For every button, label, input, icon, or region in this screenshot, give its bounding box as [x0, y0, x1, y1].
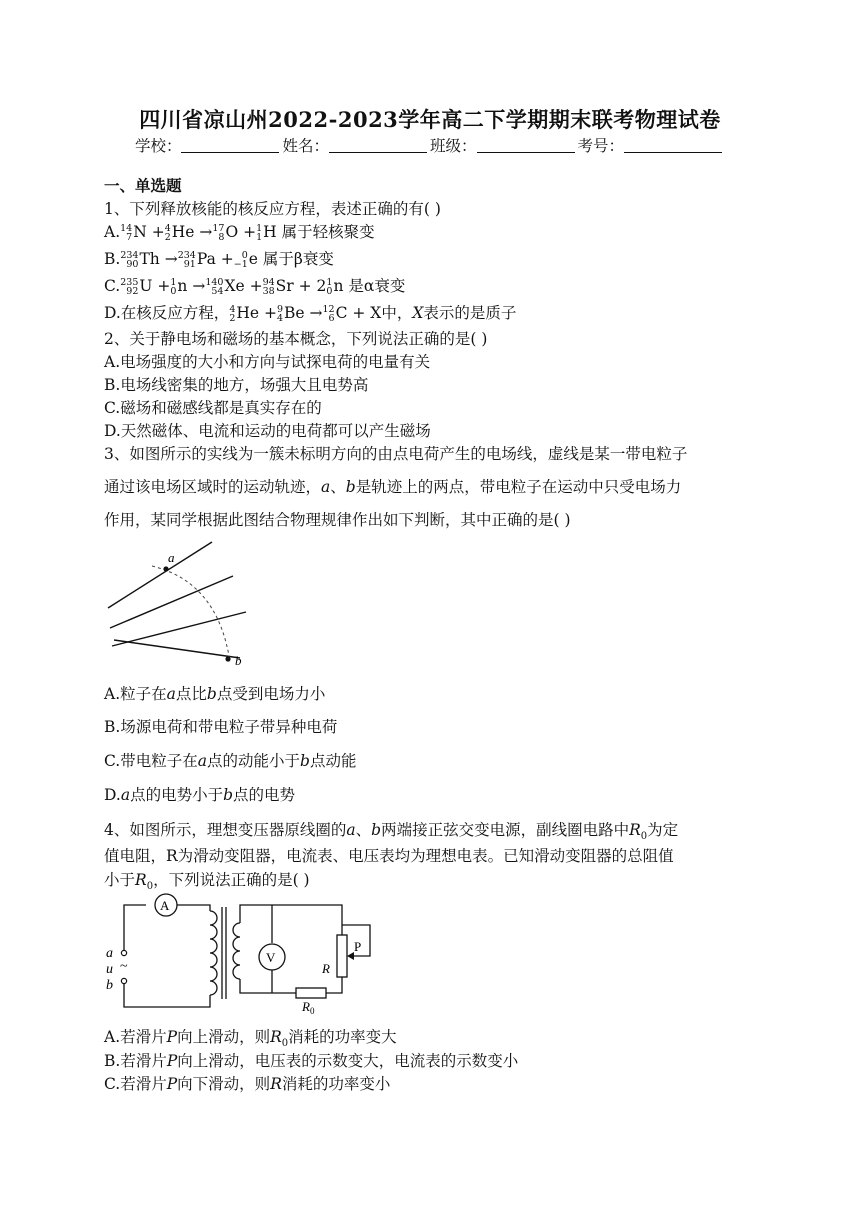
q1-c-prefix: C.	[104, 277, 121, 295]
q1-d-prefix: D.在核反应方程，	[104, 304, 230, 322]
q4-line1-mid: 两端接正弦交变电源，副线圈电路中	[381, 821, 630, 839]
q3-c-pre: C.带电粒子在	[104, 752, 198, 770]
label-a: a	[168, 550, 175, 565]
nuclide-th234: 234 90	[120, 250, 139, 270]
primary-wire-top	[124, 905, 146, 951]
nuclide-n1: 1 0	[170, 277, 177, 297]
q1-stem: 1、下列释放核能的核反应方程，表述正确的有( )	[104, 200, 441, 218]
q3-a-pre: A.粒子在	[104, 685, 167, 703]
rheostat-r	[337, 935, 347, 977]
q4-c-r: R	[270, 1075, 282, 1093]
terminal-b	[121, 978, 126, 983]
q4-b-pre: B.若滑片	[104, 1052, 167, 1070]
ammeter-label: A	[160, 898, 170, 913]
nuclide-h1: 1 1	[256, 223, 263, 243]
q4-line3-r0-sub: 0	[146, 881, 154, 893]
q3-d-post: 点的电势	[233, 786, 296, 804]
q2-option-c: C.磁场和磁感线都是真实存在的	[104, 399, 322, 417]
q3-d-var-b: b	[223, 786, 234, 804]
q4-line1-post: 为定	[647, 821, 679, 839]
q3-a-mid: 点比	[175, 685, 207, 703]
terminal-a-label: a	[106, 946, 113, 961]
q3-c-mid: 点的动能小于	[207, 752, 301, 770]
q3-option-b: B.场源电荷和带电粒子带异种电荷	[104, 718, 338, 736]
q1-d-x: X	[412, 304, 424, 322]
section-heading: 一、单选题	[104, 176, 182, 195]
class-blank	[477, 138, 575, 153]
exam-title: 四川省凉山州2022-2023学年高二下学期期末联考物理试卷	[139, 107, 721, 132]
field-line-4	[114, 640, 240, 658]
school-blank	[181, 138, 279, 153]
point-a	[163, 566, 168, 571]
point-b	[225, 656, 230, 661]
q3-c-var-b: b	[300, 752, 310, 770]
q3-line2-post: 是轨迹上的两点，带电粒子在运动中只受电场力	[355, 478, 682, 496]
resistor-r0	[296, 988, 326, 998]
secondary-wire-top	[240, 905, 342, 935]
q3-var-a: a	[321, 478, 331, 496]
nuclide-n14: 14 7	[120, 223, 133, 243]
q3-stem-line1: 3、如图所示的实线为一簇未标明方向的由点电荷产生的电场线，虚线是某一带电粒子	[104, 445, 688, 463]
q4-var-b: b	[371, 821, 382, 839]
nuclide-u235: 235 92	[120, 277, 139, 297]
q4-c-pre: C.若滑片	[104, 1075, 167, 1093]
q3-option-a	[104, 684, 325, 704]
q4-line3-pre: 小于	[104, 871, 136, 889]
q4-stem-line1	[104, 820, 678, 847]
number-label: 考号：	[577, 137, 625, 155]
q4-a-mid: 向上滑动，则	[177, 1028, 271, 1046]
q4-option-c	[104, 1074, 390, 1094]
nuclide-c12: 12 6	[322, 304, 335, 324]
q3-option-d	[104, 785, 295, 805]
nuclide-pa234: 234 91	[177, 250, 196, 270]
primary-coil	[210, 911, 217, 995]
primary-wire-bottom	[124, 983, 210, 1007]
q3-c-var-a: a	[197, 752, 207, 770]
secondary-wire-bottom	[240, 979, 296, 993]
q2-option-d: D.天然磁体、电流和运动的电荷都可以产生磁场	[104, 422, 431, 440]
q4-c-p: P	[166, 1075, 178, 1093]
ac-tilde: ~	[120, 959, 128, 974]
q3-var-b: b	[345, 478, 356, 496]
q1-a-text: 属于轻核聚变	[281, 223, 375, 241]
q3-sep: 、	[330, 478, 346, 496]
field-lines-figure	[100, 538, 260, 670]
q4-b-post: 向上滑动，电压表的示数变大，电流表的示数变小	[177, 1052, 519, 1070]
terminal-b-label: b	[106, 978, 113, 993]
q4-a-r0: R	[270, 1028, 282, 1046]
q2-option-a: A.电场强度的大小和方向与试探电荷的电量有关	[104, 353, 431, 371]
name-blank	[329, 138, 427, 153]
voltmeter-label: V	[266, 950, 276, 965]
q3-line2-pre: 通过该电场区域时的运动轨迹，	[104, 478, 322, 496]
slider-arrow	[347, 952, 354, 960]
q1-c-text: 是α衰变	[348, 277, 406, 295]
q3-stem-line2	[104, 477, 681, 497]
q4-r0-sub: 0	[640, 831, 648, 843]
name-label: 姓名：	[282, 137, 329, 155]
q3-d-var-a: a	[120, 786, 131, 804]
nuclide-e: 0 −1	[233, 250, 248, 270]
slider-p-label: P	[354, 939, 362, 954]
voltage-u-label: u	[106, 962, 113, 977]
school-label: 学校：	[134, 137, 182, 155]
q1-a-prefix: A.	[104, 223, 121, 241]
q4-a-r0-sub: 0	[281, 1038, 289, 1050]
q1-b-prefix: B.	[104, 250, 121, 268]
nuclide-he4: 4 2	[164, 223, 171, 243]
q1-option-a: A. 14 7 N + 4 2 He → 17 8 O + 1 1 H 属于轻核聚变	[104, 223, 375, 243]
q1-d-mid: 中，	[381, 304, 413, 322]
q1-option-d: D.在核反应方程， 4 2 He + 9 4 Be → 12 6 C + X中，X表示的是质子	[104, 304, 517, 324]
q1-b-text: 属于β衰变	[262, 250, 334, 268]
primary-wire-top-right	[177, 905, 210, 911]
label-b: b	[235, 653, 242, 668]
resistor-r0-label: $R_0$	[302, 999, 315, 1016]
q4-b-p: P	[166, 1052, 178, 1070]
q4-sep: 、	[355, 821, 372, 839]
student-info-line	[0, 134, 860, 156]
nuclide-o17: 17 8	[212, 223, 225, 243]
q1-option-c: C. 235 92 U + 1 0 n → 140 54 Xe + 94 38 Sr + 2 1 0 n 是α衰变	[104, 277, 406, 297]
secondary-coil	[233, 923, 240, 979]
q3-stem-line3: 作用，某同学根据此图结合物理规律作出如下判断，其中正确的是( )	[104, 511, 571, 529]
q3-d-pre: D.	[104, 786, 121, 804]
q2-option-b: B.电场线密集的地方，场强大且电势高	[104, 376, 369, 394]
q4-r0: R	[629, 821, 641, 839]
q1-d-text: 表示的是质子	[423, 304, 517, 322]
nuclide-he4b: 4 2	[229, 304, 236, 324]
q1-option-b: B. 234 90 Th → 234 91 Pa + 0 −1 e 属于β衰变	[104, 250, 334, 270]
q4-line3-r0: R	[135, 871, 147, 889]
transformer-circuit-figure	[100, 893, 390, 1025]
q3-option-c	[104, 751, 356, 771]
q4-line1-pre: 4、如图所示，理想变压器原线圈的	[104, 821, 347, 839]
q4-option-b	[104, 1051, 518, 1071]
q3-c-post: 点动能	[309, 752, 357, 770]
r0-wire	[326, 977, 342, 993]
class-label: 班级：	[430, 137, 477, 155]
q4-a-p: P	[166, 1028, 178, 1046]
q4-var-a: a	[346, 821, 356, 839]
number-blank	[624, 138, 722, 153]
nuclide-xe140: 140 54	[205, 277, 224, 297]
q3-a-post: 点受到电场力小	[216, 685, 326, 703]
q2-stem: 2、关于静电场和磁场的基本概念，下列说法正确的是( )	[104, 330, 488, 348]
q3-a-var-a: a	[166, 685, 176, 703]
q4-c-mid: 向下滑动，则	[177, 1075, 271, 1093]
rheostat-r-label: R	[322, 961, 330, 976]
field-line-1	[108, 542, 212, 608]
q4-line3-post: ，下列说法正确的是( )	[153, 871, 310, 889]
terminal-a	[121, 950, 126, 955]
nuclide-be9: 9 4	[276, 304, 284, 324]
nuclide-n1b: 1 0	[326, 277, 333, 297]
q3-d-mid: 点的电势小于	[130, 786, 224, 804]
nuclide-sr94: 94 38	[262, 277, 275, 297]
q4-c-post: 消耗的功率变小	[281, 1075, 391, 1093]
q4-a-post: 消耗的功率变大	[288, 1028, 397, 1046]
q4-a-pre: A.若滑片	[104, 1028, 167, 1046]
q4-stem-line2: 值电阻，R为滑动变阻器，电流表、电压表均为理想电表。已知滑动变阻器的总阻值	[104, 847, 674, 865]
q3-a-var-b: b	[206, 685, 217, 703]
